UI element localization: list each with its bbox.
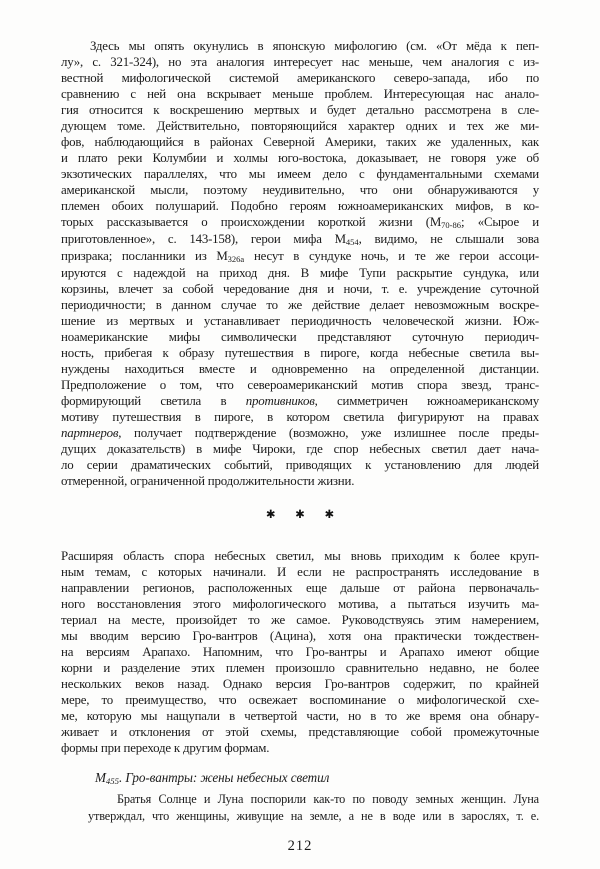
text-line: ноамериканские мифы символически представляют суточную периодич- bbox=[61, 330, 539, 344]
text-line: ло серии драматических событий, приводящих к установлению для людей bbox=[61, 458, 539, 472]
text-line: мы вводим версию Гро-вантров (Ацина), хотя она практически тождествен- bbox=[61, 629, 539, 643]
text-line: Братья Солнце и Луна поспорили как-то по поводу земных женщин. Луна bbox=[117, 792, 539, 806]
text-line: шение из мертвых и устанавливает периодичность человеческой жизни. Юж- bbox=[61, 314, 539, 328]
text-line: Здесь мы опять окунулись в японскую мифологию (см. «От мёда к пеп- bbox=[90, 39, 539, 53]
text-line: фов, наблюдающийся в районах Северной Америки, таких же удаленных, как bbox=[61, 135, 539, 149]
paragraph-japanese-mythology bbox=[61, 38, 539, 489]
text-line: мотиву путешествия в пироге, в котором светила фигурируют на правах bbox=[61, 410, 539, 424]
text-line: нескольких веков назад. Однако версия Гро-вантров содержит, по крайней bbox=[61, 677, 539, 691]
text-line: Предположение о том, что североамериканский мотив спора звезд, транс- bbox=[61, 378, 539, 392]
page-number: 212 bbox=[287, 838, 313, 854]
text-line: на версиям Арапахо. Напомним, что Гро-вантры и Арапахо имеют общие bbox=[61, 645, 539, 659]
text-line: формы при переходе к другим формам. bbox=[61, 741, 270, 755]
text-line: корни и разделение этих племен произошло сравнительно недавно, не более bbox=[61, 661, 539, 675]
text-line: корзины, влечет за собой чередование дня и ночи, т. е. учреждение суточной bbox=[61, 282, 539, 296]
text-line: периодичности; в данном случае то же действие делает невозможным воскре- bbox=[61, 298, 539, 312]
text-line: дущих доказательств) в мифе Чироки, где спор небесных светил дает нача- bbox=[61, 442, 539, 456]
text-line: дующем томе. Действительно, повторяющийся характер одних и тех же ми- bbox=[61, 119, 539, 133]
text-line: ного восстановления этого мифологического мотива, а пытаться изучить ма- bbox=[61, 597, 539, 611]
text-line: и плато реки Колумбии и холмы юго-востока, доказывает, не говоря уже об bbox=[61, 151, 539, 165]
text-line: ность, прибегая к образу путешествия в пироге, когда небесные светила вы- bbox=[61, 346, 539, 360]
text-line: ируются с надеждой на приход дня. В мифе Тупи раскрытие сундука, или bbox=[61, 266, 539, 280]
text-line: призрака; посланники из $M_{326a}$ несут в сундуке ночь, и те же герои ассоци- bbox=[61, 249, 540, 265]
text-line: лу», с. 321-324), но эта аналогия интересует нас меньше, чем аналогия с из- bbox=[61, 55, 539, 69]
text-line: экзотических параллелях, что мы имеем дело с фундаментальными схемами bbox=[61, 167, 539, 181]
asterisk-section-separator: ✱ ✱ ✱ bbox=[265, 507, 343, 521]
text-line: сравнению с ней она вскрывает меньше проблем. Интересующая нас анало- bbox=[61, 87, 539, 101]
text-line: вестной мифологической системой американского северо-запада, ибо по bbox=[61, 71, 539, 85]
myth-text-paragraph bbox=[88, 791, 539, 824]
text-line: териал на месте, произойдет то же самое. Руководствуясь этим намерением, bbox=[61, 613, 539, 627]
text-line: отмеренной, ограниченной продолжительности жизни. bbox=[61, 474, 355, 488]
text-line: племен обоих полушарий. Подобно героям южноамериканских мифов, в ко- bbox=[61, 199, 539, 213]
text-line: ным темам, с которых начинали. И если не распространять исследование в bbox=[61, 565, 539, 579]
text-line: нуждены находиться вместе и одновременно на определенной дистанции. bbox=[61, 362, 539, 376]
text-line: ме, которую мы нащупали в четвертой части, но в то же время она обнару- bbox=[61, 709, 539, 723]
text-line: формирующий светила в противников, симметричен южноамериканскому bbox=[61, 394, 539, 408]
text-line: приготовленное», с. 143-158), герои мифа $M_{454}$, видимо, не слышали зова bbox=[61, 232, 540, 248]
text-line: Расширяя область спора небесных светил, мы вновь приходим к более круп- bbox=[61, 549, 539, 563]
text-line: утверждал, что женщины, живущие на земле, а не в воде или в зарослях, т. е. bbox=[88, 808, 539, 823]
myth-heading-m455: $M_{455}$. Гро-вантры: жены небесных светил bbox=[95, 770, 330, 787]
paragraph-gros-ventre-version bbox=[61, 548, 539, 756]
text-line: гия относится к воскрешению мертвых и будет детально рассмотрена в сле- bbox=[61, 103, 539, 117]
text-line: американской мысли, поэтому неудивительно, что они обнаруживаются у bbox=[61, 183, 539, 197]
text-line: торых рассказывается о происхождении короткой жизни ($M_{70-86}$; «Сырое и bbox=[61, 215, 540, 231]
text-line: живает и отклонения от этой схемы, представляющие собой промежуточные bbox=[61, 725, 539, 739]
text-line: мере, то преимущество, что освежает воспоминание о мифологической схе- bbox=[61, 693, 539, 707]
text-line: партнеров, получает подтверждение (возможно, уже излишнее после преды- bbox=[61, 426, 539, 440]
text-line: направлении регионов, расположенных еще дальше от района первоначаль- bbox=[61, 581, 539, 595]
